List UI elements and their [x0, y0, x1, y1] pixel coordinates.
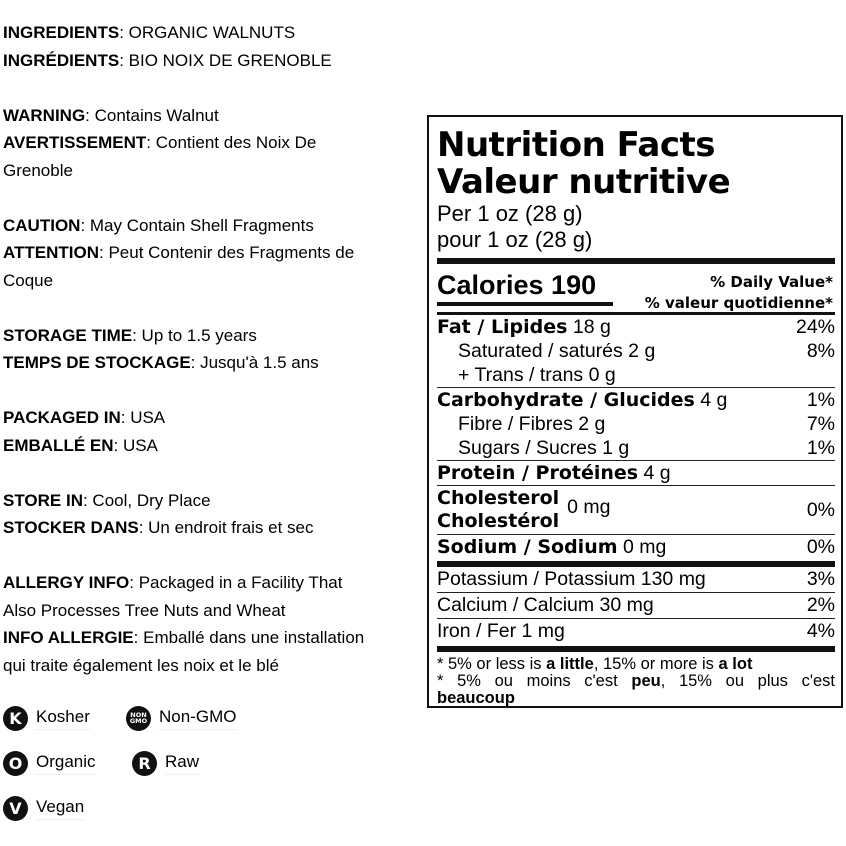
store-in-section	[3, 487, 423, 542]
allergy-fr-cont: qui traite également les noix et le blé	[3, 655, 279, 675]
carbohydrate-row: Carbohydrate / Glucides 4 g 1%	[437, 389, 835, 411]
organic-icon: O	[3, 751, 28, 776]
footnote-en: * 5% or less is a little, 15% or more is a lot	[437, 655, 753, 673]
warning-section	[3, 102, 423, 185]
vegan-icon: V	[3, 796, 28, 821]
calories: Calories 190	[437, 270, 597, 300]
ingredients-section	[3, 19, 423, 74]
warning-fr-cont: Grenoble	[3, 160, 73, 180]
footnote-fr-cont: beaucoup	[437, 689, 515, 707]
badge-non-gmo: NON GMO Non-GMO	[126, 704, 236, 732]
packaged-in-en: PACKAGED IN: USA	[3, 408, 166, 427]
warning-fr: AVERTISSEMENT: Contient des Noix De	[3, 133, 317, 152]
storage-time-section	[3, 322, 423, 377]
warning-en: WARNING: Contains Walnut	[3, 105, 219, 125]
thick-divider	[437, 646, 835, 652]
cholesterol-row: Cholesterol Cholestérol 0 mg 0%	[437, 487, 835, 532]
non-gmo-icon: NON GMO	[126, 706, 151, 731]
ingredients-en: INGREDIENTS: ORGANIC WALNUTS	[3, 23, 296, 42]
raw-icon: R	[132, 751, 157, 776]
protein-row: Protein / Protéines 4 g	[437, 462, 671, 484]
caution-section	[3, 212, 423, 295]
store-in-en: STORE IN: Cool, Dry Place	[3, 490, 211, 510]
store-in-fr: STOCKER DANS: Un endroit frais et sec	[3, 518, 314, 537]
serving-size-en: Per 1 oz (28 g)	[437, 201, 583, 226]
nutrition-title-en: Nutrition Facts	[437, 125, 715, 165]
badge-raw: R Raw	[132, 749, 199, 777]
caution-fr: ATTENTION: Peut Contenir des Fragments de	[3, 243, 355, 262]
footnote	[437, 656, 835, 707]
allergy-section	[3, 569, 423, 679]
packaged-in-fr: EMBALLÉ EN: USA	[3, 435, 158, 455]
sugars-row: Sugars / Sucres 1 g 1%	[458, 437, 835, 459]
serving-size-fr: pour 1 oz (28 g)	[437, 227, 593, 252]
calories-row	[437, 264, 835, 312]
badge-vegan: V Vegan	[3, 794, 84, 822]
calcium-row: Calcium / Calcium 30 mg 2%	[437, 594, 835, 616]
fibre-row: Fibre / Fibres 2 g 7%	[458, 413, 835, 435]
daily-value-header: % Daily Value* % valeur quotidienne*	[644, 273, 833, 312]
potassium-row: Potassium / Potassium 130 mg 3%	[437, 568, 835, 590]
storage-time-fr: TEMPS DE STOCKAGE: Jusqu'à 1.5 ans	[3, 353, 319, 372]
packaged-in-section	[3, 404, 423, 459]
badge-organic: O Organic	[3, 749, 96, 777]
allergy-fr: INFO ALLERGIE: Emballé dans une installation	[3, 628, 365, 647]
sodium-row: Sodium / Sodium 0 mg 0%	[437, 536, 835, 558]
allergy-en-cont: Also Processes Tree Nuts and Wheat	[3, 600, 286, 620]
iron-row: Iron / Fer 1 mg 4%	[437, 620, 835, 642]
calories-underline	[437, 302, 613, 306]
caution-fr-cont: Coque	[3, 270, 54, 290]
caution-en: CAUTION: May Contain Shell Fragments	[3, 215, 314, 235]
allergy-en: ALLERGY INFO: Packaged in a Facility That	[3, 573, 343, 592]
nutrition-title-fr: Valeur nutritive	[437, 162, 731, 202]
product-info	[3, 19, 423, 707]
ingredients-fr: INGRÉDIENTS: BIO NOIX DE GRENOBLE	[3, 50, 332, 70]
storage-time-en: STORAGE TIME: Up to 1.5 years	[3, 325, 257, 345]
kosher-icon: K	[3, 706, 28, 731]
saturated-row: Saturated / saturés 2 g 8%	[458, 340, 835, 362]
trans-row: + Trans / trans 0 g	[458, 364, 616, 386]
badge-kosher: K Kosher	[3, 704, 90, 732]
footnote-fr: * 5% ou moins c'est peu, 15% ou plus c'est	[437, 672, 835, 690]
fat-row: Fat / Lipides 18 g 24%	[437, 316, 835, 338]
nutrition-facts-panel	[427, 115, 843, 708]
